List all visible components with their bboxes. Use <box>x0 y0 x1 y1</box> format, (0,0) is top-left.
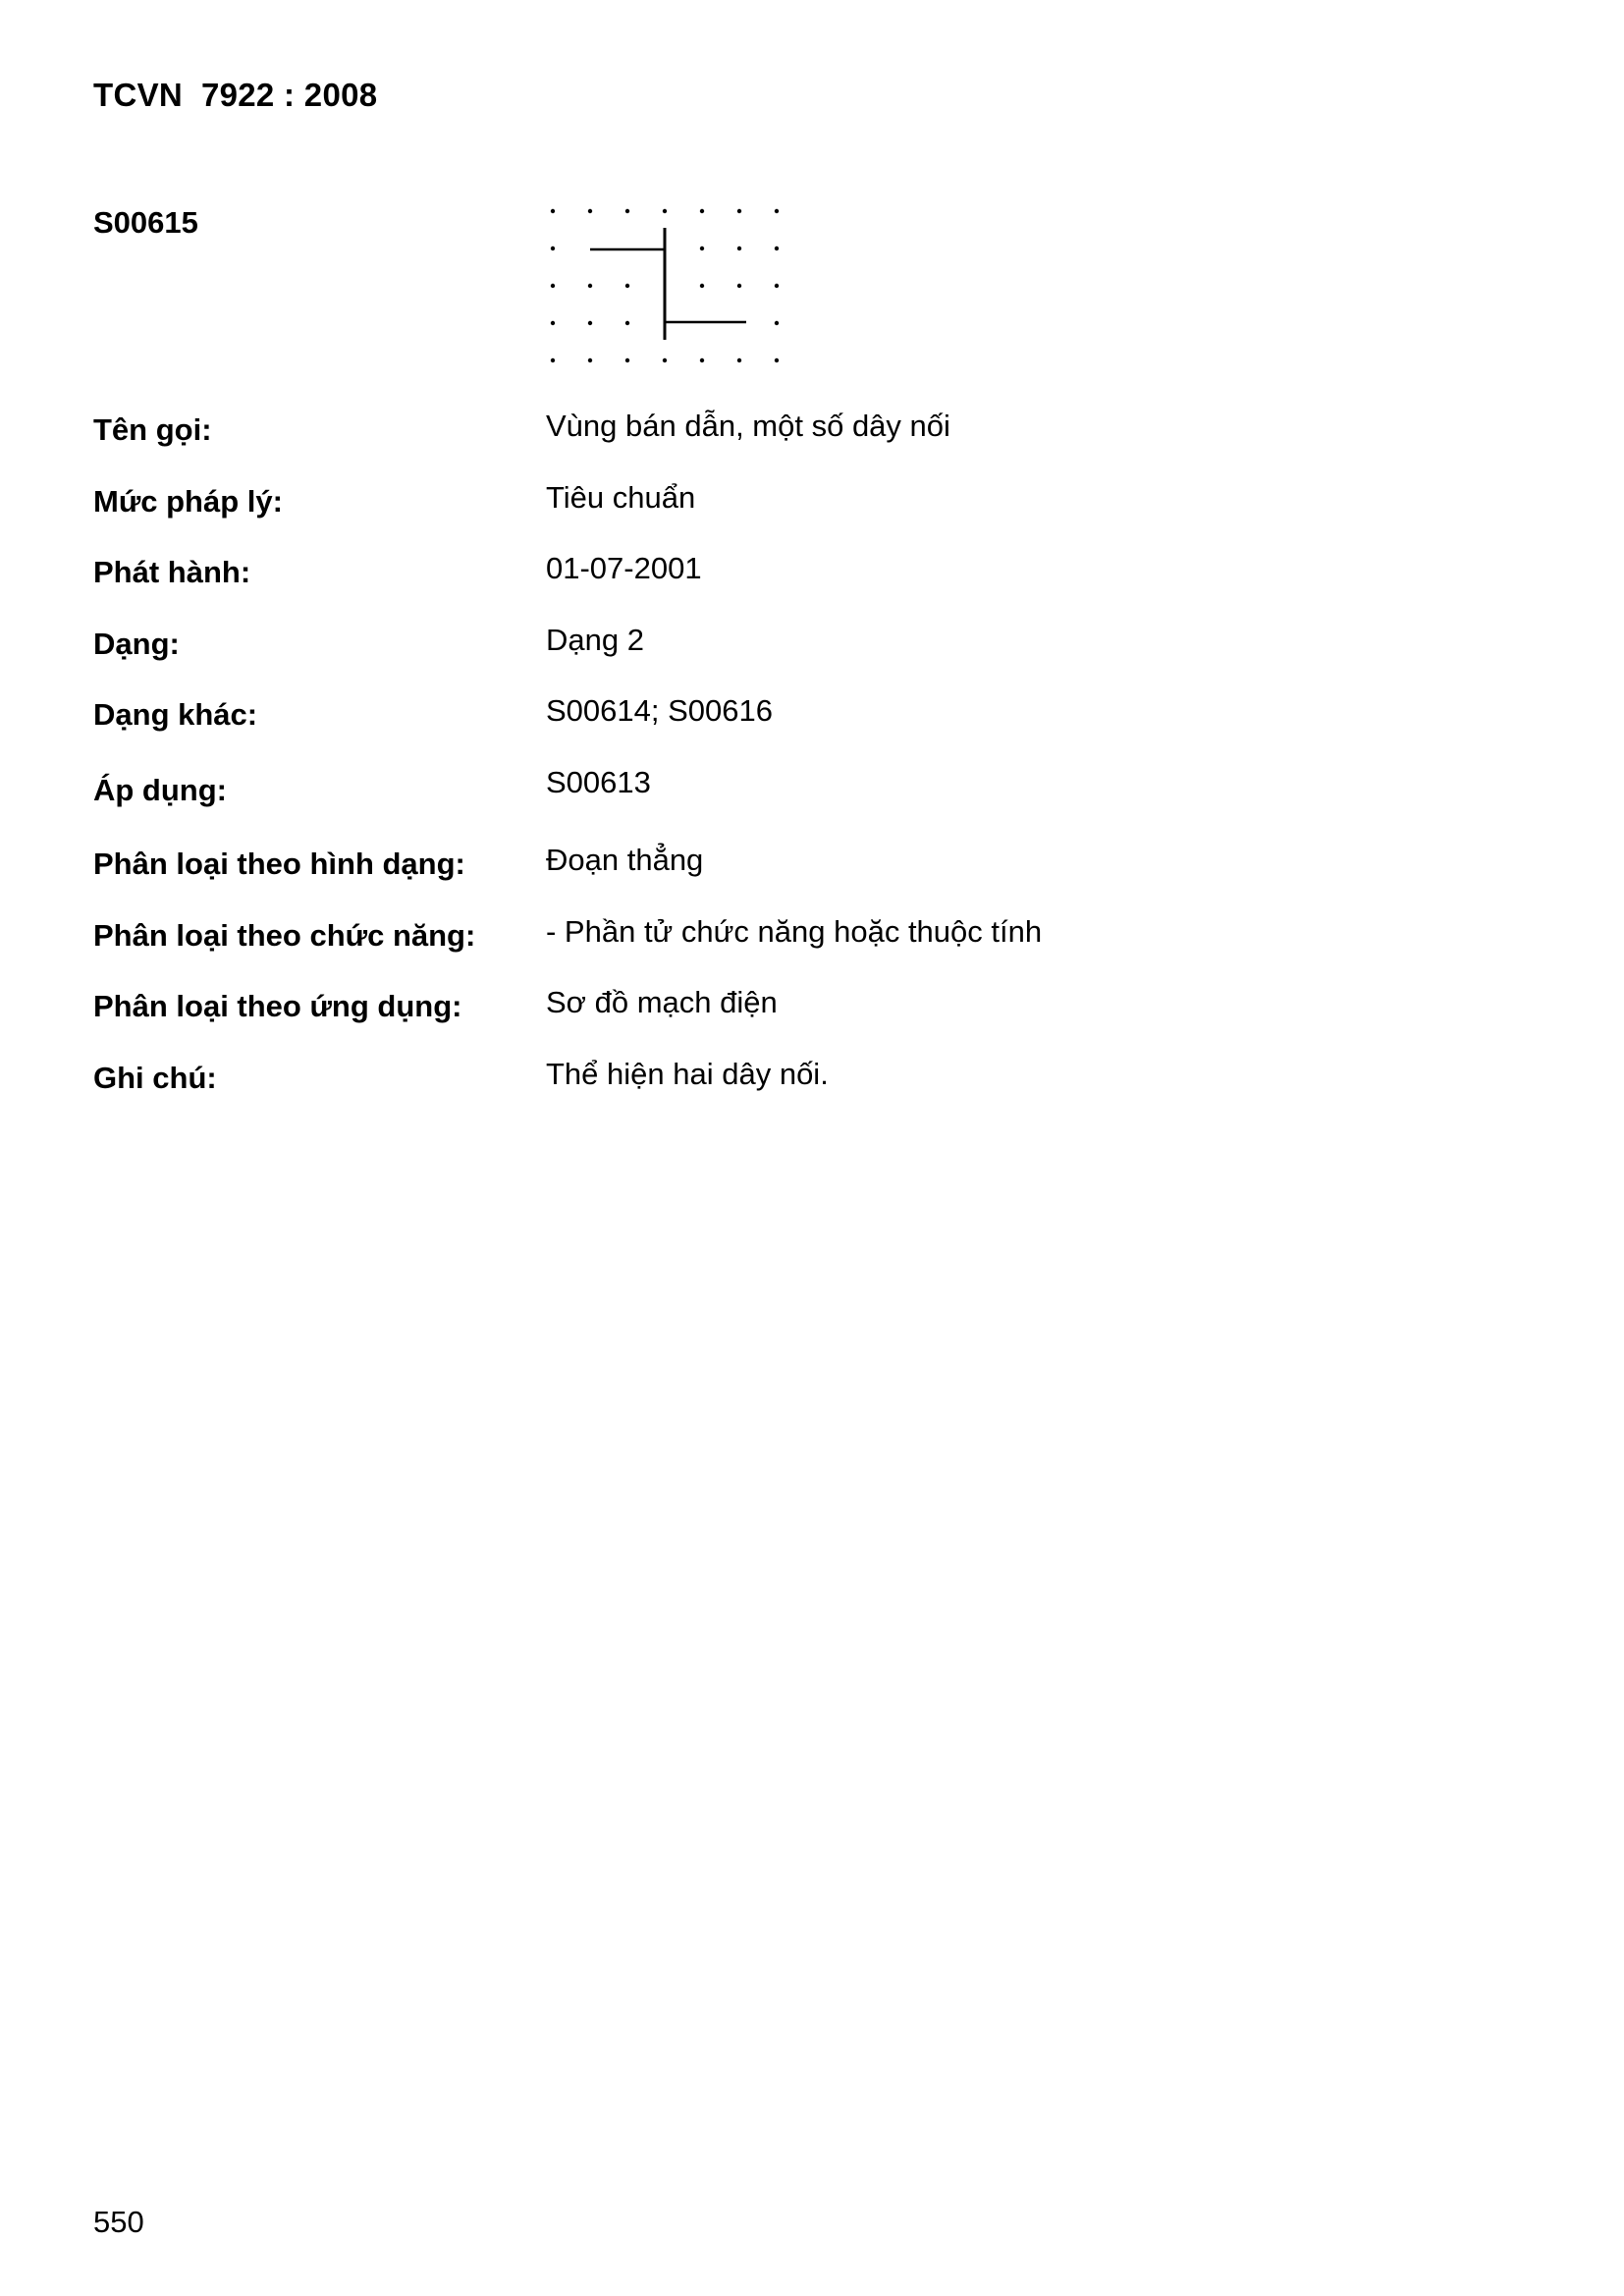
field-value: Đoạn thẳng <box>546 843 704 877</box>
field-value: 01-07-2001 <box>546 551 702 585</box>
field-label: Phân loại theo ứng dụng: <box>93 989 462 1023</box>
field-label: Phân loại theo chức năng: <box>93 918 476 953</box>
document-header: TCVN 7922 : 2008 <box>93 77 378 113</box>
field-row-legal-level <box>93 480 1272 533</box>
field-label: Phát hành: <box>93 555 251 589</box>
field-label: Tên gọi: <box>93 412 212 447</box>
page-number: 550 <box>93 2205 144 2239</box>
field-value: S00613 <box>546 765 651 799</box>
field-value: Thể hiện hai dây nối. <box>546 1057 829 1091</box>
field-value: Vùng bán dẫn, một số dây nối <box>546 409 950 443</box>
field-row-release <box>93 551 1272 604</box>
field-value: Tiêu chuẩn <box>546 480 696 515</box>
field-row-application-class <box>93 985 1272 1038</box>
field-value: S00614; S00616 <box>546 693 773 728</box>
field-row-applies <box>93 765 1272 822</box>
field-label: Phân loại theo hình dạng: <box>93 847 465 881</box>
field-row-function-class <box>93 914 1272 967</box>
field-label: Dạng khác: <box>93 697 258 732</box>
field-row-name <box>93 409 1272 462</box>
field-row-shape-class <box>93 843 1272 896</box>
field-row-other-forms <box>93 693 1272 746</box>
field-label: Ghi chú: <box>93 1061 217 1095</box>
field-value: Sơ đồ mạch điện <box>546 985 778 1019</box>
field-row-note <box>93 1057 1272 1110</box>
symbol-diagram <box>540 196 805 373</box>
field-label: Áp dụng: <box>93 773 228 807</box>
field-value: - Phần tử chức năng hoặc thuộc tính <box>546 914 1043 949</box>
field-label: Mức pháp lý: <box>93 484 283 519</box>
field-label: Dạng: <box>93 627 180 661</box>
field-value: Dạng 2 <box>546 623 644 657</box>
field-row-form <box>93 623 1272 676</box>
symbol-code: S00615 <box>93 205 198 240</box>
